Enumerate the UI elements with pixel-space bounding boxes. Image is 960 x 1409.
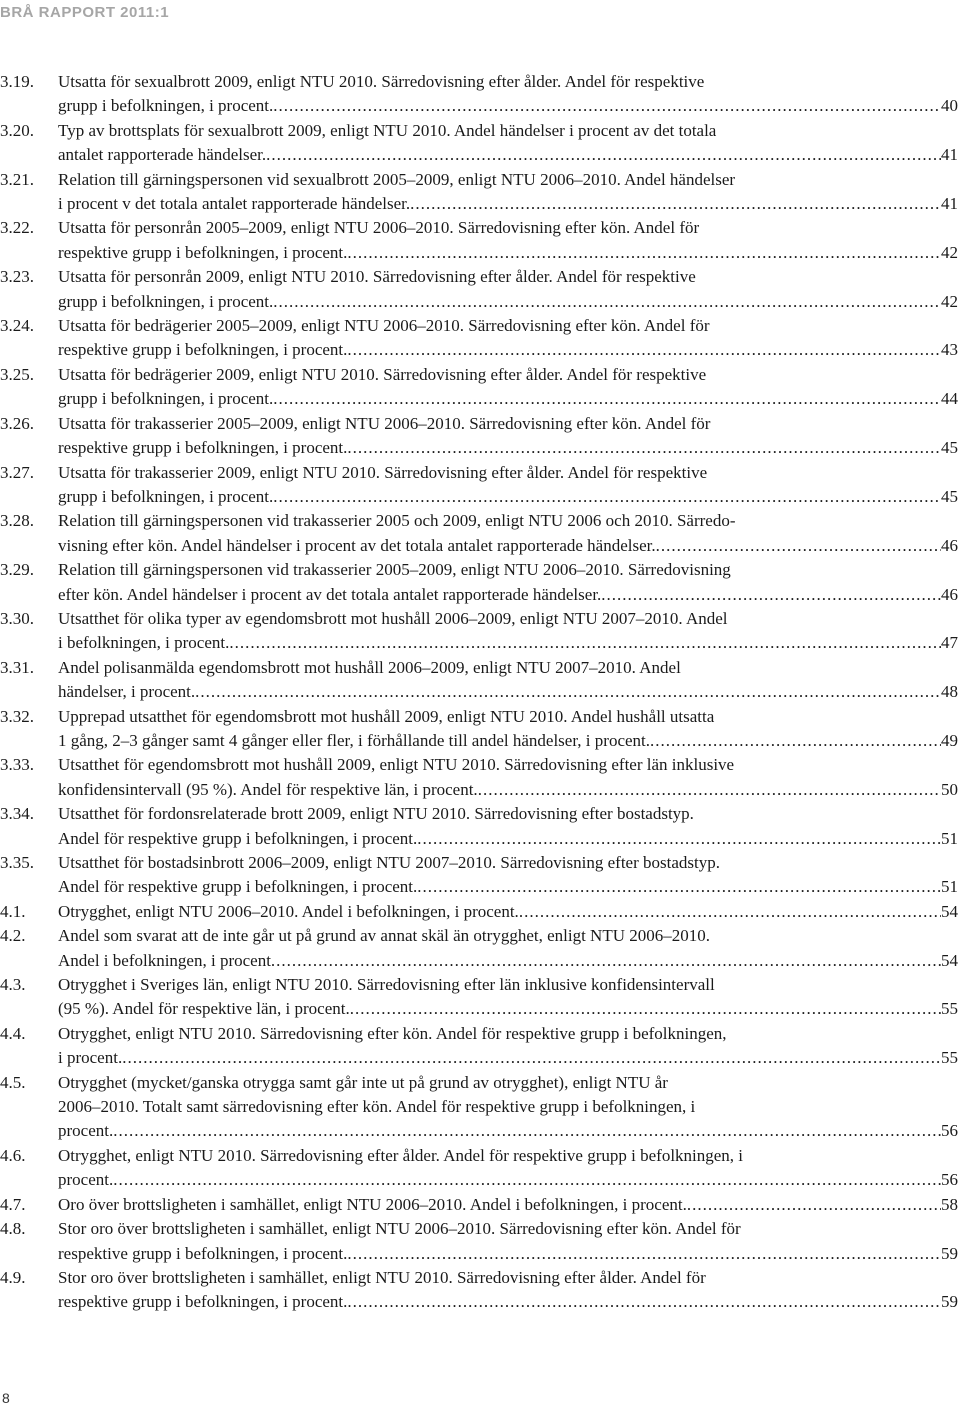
toc-entry-text: grupp i befolkningen, i procent. [58,389,274,409]
toc-entry[interactable] [0,265,958,314]
toc-entry-number: 3.19. [0,72,34,91]
toc-entry[interactable] [0,705,958,754]
toc-entry[interactable] [0,973,958,1022]
toc-entry-last-line [58,827,958,851]
toc-entry[interactable] [0,656,958,705]
toc-entry-number: 4.2. [0,926,26,946]
toc-entry-text: Typ av brottsplats för sexualbrott 2009, enligt NTU 2010. Andel händelser i procent av det totala [58,120,717,140]
dot-leader [273,290,941,314]
toc-entry[interactable] [0,1266,958,1315]
toc-entry-text: Utsatta för trakasserier 2005–2009, enligt NTU 2006–2010. Särredovisning efter kön. Andel för [58,413,711,433]
toc-entry-last-line [58,485,958,509]
toc-entry-last-line [58,680,958,704]
toc-entry-text: 2006–2010. Totalt samt särredovisning efter kön. Andel för respektive grupp i befolkningen, i [58,1097,696,1117]
toc-entry-text: Utsatta för personrån 2005–2009, enligt NTU 2006–2010. Särredovisning efter kön. Andel för [58,218,700,238]
toc-entry-text: Andel polisanmälda egendomsbrott mot hushåll 2006–2009, enligt NTU 2007–2010. Andel [58,657,681,677]
toc-entry-number: 3.22. [0,218,34,238]
toc-entry-text: 1 gång, 2–3 gånger samt 4 gånger eller fler, i förhållande till andel händelser, i procent. [58,730,651,750]
dot-leader [195,680,941,704]
dot-leader [122,1046,941,1070]
toc-entry[interactable] [0,1071,958,1144]
toc-entry-text: (95 %). Andel för respektive län, i procent. [58,999,350,1019]
toc-entry-text: konfidensintervall (95 %). Andel för respektive län, i procent. [58,779,478,799]
toc-entry[interactable] [0,1144,958,1193]
toc-entry-last-line [58,997,958,1021]
toc-entry-text: i befolkningen, i procent. [58,633,230,653]
dot-leader [347,241,941,265]
toc-entry-text: Andel i befolkningen, i procent [58,950,271,970]
toc-entry-text: respektive grupp i befolkningen, i procent. [58,438,348,458]
dot-leader [347,1290,941,1314]
dot-leader [417,827,941,851]
toc-entry[interactable] [0,412,958,461]
toc-entry-number: 3.20. [0,120,34,140]
toc-entry-page: 59 [941,1243,958,1263]
toc-entry[interactable] [0,168,958,217]
toc-entry-number: 3.25. [0,364,34,384]
toc-entry-last-line [58,1168,958,1192]
dot-leader [113,1119,941,1143]
toc-entry-number: 4.9. [0,1267,26,1287]
toc-entry-text: Utsatta för personrån 2009, enligt NTU 2010. Särredovisning efter ålder. Andel för respektive [58,267,696,287]
toc-entry-text: antalet rapporterade händelser. [58,145,267,165]
toc-entry[interactable] [0,119,958,168]
dot-leader [650,729,941,753]
toc-entry[interactable] [0,461,958,510]
toc-entry[interactable] [0,1217,958,1266]
toc-entry-page: 49 [941,730,958,750]
toc-entry-number: 3.21. [0,169,34,189]
toc-entry[interactable] [0,558,958,607]
toc-entry-page: 44 [941,389,958,409]
dot-leader [410,192,941,216]
toc-entry[interactable] [0,509,958,558]
toc-entry-last-line [58,949,958,973]
toc-entry-text: Utsatthet för egendomsbrott mot hushåll 2009, enligt NTU 2010. Särredovisning efter län inklusive [58,755,735,775]
toc-entry-text: händelser, i procent. [58,682,196,702]
dot-leader [519,900,941,924]
toc-entry-last-line [58,290,958,314]
toc-entry[interactable] [0,900,958,924]
toc-entry-text: i procent v det totala antalet rapporterade händelser. [58,194,411,214]
dot-leader [347,1242,941,1266]
toc-entry-number: 3.30. [0,608,34,628]
toc-entry-number: 4.4. [0,1023,26,1043]
dot-leader [656,534,941,558]
toc-entry-number: 3.26. [0,413,34,433]
toc-entry-page: 59 [941,1292,958,1312]
dot-leader [271,949,941,973]
toc-entry-text: visning efter kön. Andel händelser i procent av det totala antalet rapporterade händelser. [58,535,656,555]
dot-leader [601,583,941,607]
toc-entry-number: 3.29. [0,560,34,580]
toc-entry-last-line [58,338,958,362]
toc-entry-text: Upprepad utsatthet för egendomsbrott mot hushåll 2009, enligt NTU 2010. Andel hushåll utsatta [58,706,715,726]
toc-entry-text: Andel som svarat att de inte går ut på grund av annat skäl än otrygghet, enligt NTU 2006–2010. [58,926,710,946]
toc-entry-last-line [58,631,958,655]
toc-entry-last-line [58,241,958,265]
toc-entry-page: 45 [941,486,958,506]
toc-entry-number: 3.24. [0,316,34,336]
toc-entry-text: Otrygghet, enligt NTU 2006–2010. Andel i befolkningen, i procent. [58,901,519,921]
dot-leader [347,436,941,460]
toc-entry-number: 4.8. [0,1219,26,1239]
toc-entry-page: 58 [941,1194,958,1214]
dot-leader [273,485,941,509]
toc-entry-text: Utsatthet för bostadsinbrott 2006–2009, enligt NTU 2007–2010. Särredovisning efter bostadstyp. [58,853,720,872]
toc-entry-text: Relation till gärningspersonen vid sexualbrott 2005–2009, enligt NTU 2006–2010. Andel händelser [58,169,736,189]
toc-entry-last-line [58,729,958,753]
dot-leader [229,631,941,655]
toc-entry-number: 4.7. [0,1194,26,1214]
toc-entry[interactable] [0,314,958,363]
toc-entry-page: 50 [941,779,958,799]
toc-entry-number: 3.35. [0,853,34,872]
toc-entry-last-line [58,1193,958,1217]
toc-entry-text: Utsatta för sexualbrott 2009, enligt NTU 2010. Särredovisning efter ålder. Andel för respektive [58,72,705,91]
toc-entry-number: 3.23. [0,267,34,287]
dot-leader [273,387,941,411]
toc-entry-page: 48 [941,682,958,702]
dot-leader [687,1193,941,1217]
toc-entry-page: 41 [941,145,958,165]
toc-entry-last-line [58,94,958,118]
toc-entry-page: 41 [941,194,958,214]
toc-entry-page: 40 [941,96,958,116]
toc-entry-page: 51 [941,877,958,897]
toc-entry-text: Otrygghet i Sveriges län, enligt NTU 2010. Särredovisning efter län inklusive konfidensintervall [58,975,715,995]
toc-entry-text: Otrygghet (mycket/ganska otrygga samt går inte ut på grund av otrygghet), enligt NTU år [58,1072,668,1092]
dot-leader [266,143,941,167]
toc-entry-text: Andel för respektive grupp i befolkningen, i procent. [58,828,418,848]
toc-entry-text: Stor oro över brottsligheten i samhället, enligt NTU 2006–2010. Särredovisning efter kön. Andel för [58,1219,741,1239]
toc-entry-text: respektive grupp i befolkningen, i procent. [58,1243,348,1263]
toc-entry[interactable] [0,70,958,119]
toc-entry[interactable] [0,607,958,656]
toc-entry-last-line [58,1242,958,1266]
toc-entry-last-line [58,583,958,607]
toc-entry-number: 4.3. [0,975,26,995]
toc-entry-last-line [58,192,958,216]
toc-entry-page: 46 [941,584,958,604]
toc-entry-text: respektive grupp i befolkningen, i procent. [58,1292,348,1312]
toc-entry-text: procent. [58,1121,114,1141]
toc-entry-last-line [58,900,958,924]
toc-entry-text: Utsatta för bedrägerier 2005–2009, enligt NTU 2006–2010. Särredovisning efter kön. Andel för [58,316,710,336]
toc-entry-text: i procent. [58,1048,123,1068]
toc-entry-page: 46 [941,535,958,555]
toc-entry-last-line [58,1290,958,1314]
toc-entry-page: 56 [941,1170,958,1190]
toc-entry-number: 4.5. [0,1072,26,1092]
toc-entry-last-line [58,1119,958,1143]
dot-leader [417,875,941,899]
toc-entry-page: 42 [941,291,958,311]
toc-entry-last-line [58,387,958,411]
toc-entry-page: 47 [941,633,958,653]
toc-entry-last-line [58,778,958,802]
toc-entry[interactable] [0,1193,958,1217]
toc-entry-last-line [58,143,958,167]
dot-leader [347,338,941,362]
toc-entry-text: grupp i befolkningen, i procent. [58,486,274,506]
toc-entry-last-line [58,1046,958,1070]
toc-entry-page: 42 [941,242,958,262]
toc-entry-page: 43 [941,340,958,360]
toc-entry[interactable] [0,924,958,973]
toc-entry-number: 3.34. [0,804,34,824]
toc-entry-text: respektive grupp i befolkningen, i procent. [58,242,348,262]
toc-entry-text: efter kön. Andel händelser i procent av det totala antalet rapporterade händelser. [58,584,602,604]
page-number: 8 [2,1390,10,1406]
toc-entry-text: Otrygghet, enligt NTU 2010. Särredovisning efter kön. Andel för respektive grupp i befolkningen, [58,1023,727,1043]
toc-entry-text: grupp i befolkningen, i procent. [58,291,274,311]
toc-entry-number: 3.33. [0,755,34,775]
toc-entry-text: Utsatta för trakasserier 2009, enligt NTU 2010. Särredovisning efter ålder. Andel för respektive [58,462,708,482]
toc-entry-number: 3.32. [0,706,34,726]
toc-entry-number: 3.31. [0,657,34,677]
toc-entry-text: Utsatthet för fordonsrelaterade brott 2009, enligt NTU 2010. Särredovisning efter bostadstyp. [58,804,694,824]
toc-entry-text: Andel för respektive grupp i befolkningen, i procent. [58,877,418,897]
toc-entry-text: Utsatthet för olika typer av egendomsbrott mot hushåll 2006–2009, enligt NTU 2007–2010. Andel [58,608,728,628]
toc-entry[interactable] [0,1022,958,1071]
toc-entry-number: 4.6. [0,1145,26,1165]
toc-entry-text: Otrygghet, enligt NTU 2010. Särredovisning efter ålder. Andel för respektive grupp i befolkningen, i [58,1145,744,1165]
toc-entry-page: 54 [941,901,958,921]
toc-entry[interactable] [0,753,958,802]
toc-entry-last-line [58,534,958,558]
dot-leader [273,94,941,118]
toc-entry-number: 3.27. [0,462,34,482]
dot-leader [478,778,941,802]
toc-entry[interactable] [0,802,958,851]
toc-entry-text: Oro över brottsligheten i samhället, enligt NTU 2006–2010. Andel i befolkningen, i procent. [58,1194,687,1214]
toc-entry-text: Relation till gärningspersonen vid trakasserier 2005–2009, enligt NTU 2006–2010. Särredovisning [58,560,731,580]
toc-entry-page: 54 [941,950,958,970]
toc-entry-text: procent. [58,1170,114,1190]
toc-entry[interactable] [0,851,958,900]
toc-entry-page: 55 [941,999,958,1019]
toc-entry-text: grupp i befolkningen, i procent. [58,96,274,116]
toc-entry-page: 55 [941,1048,958,1068]
toc-entry-page: 45 [941,438,958,458]
dot-leader [350,997,941,1021]
toc-entry-page: 51 [941,828,958,848]
toc-entry-last-line [58,875,958,899]
toc-entry[interactable] [0,216,958,265]
toc-entry-number: 4.1. [0,901,26,921]
toc-entry[interactable] [0,363,958,412]
toc-entry-number: 3.28. [0,511,34,531]
report-header: BRÅ RAPPORT 2011:1 [0,4,170,21]
toc-entry-text: Utsatta för bedrägerier 2009, enligt NTU 2010. Särredovisning efter ålder. Andel för respektive [58,364,707,384]
toc-entry-page: 56 [941,1121,958,1141]
dot-leader [113,1168,941,1192]
toc-entry-text: Relation till gärningspersonen vid trakasserier 2005 och 2009, enligt NTU 2006 och 2010. Särredo- [58,511,736,531]
toc-entry-text: Stor oro över brottsligheten i samhället, enligt NTU 2010. Särredovisning efter ålder. Andel för [58,1267,706,1287]
table-of-contents [0,70,958,1315]
toc-entry-text: respektive grupp i befolkningen, i procent. [58,340,348,360]
toc-entry-last-line [58,436,958,460]
